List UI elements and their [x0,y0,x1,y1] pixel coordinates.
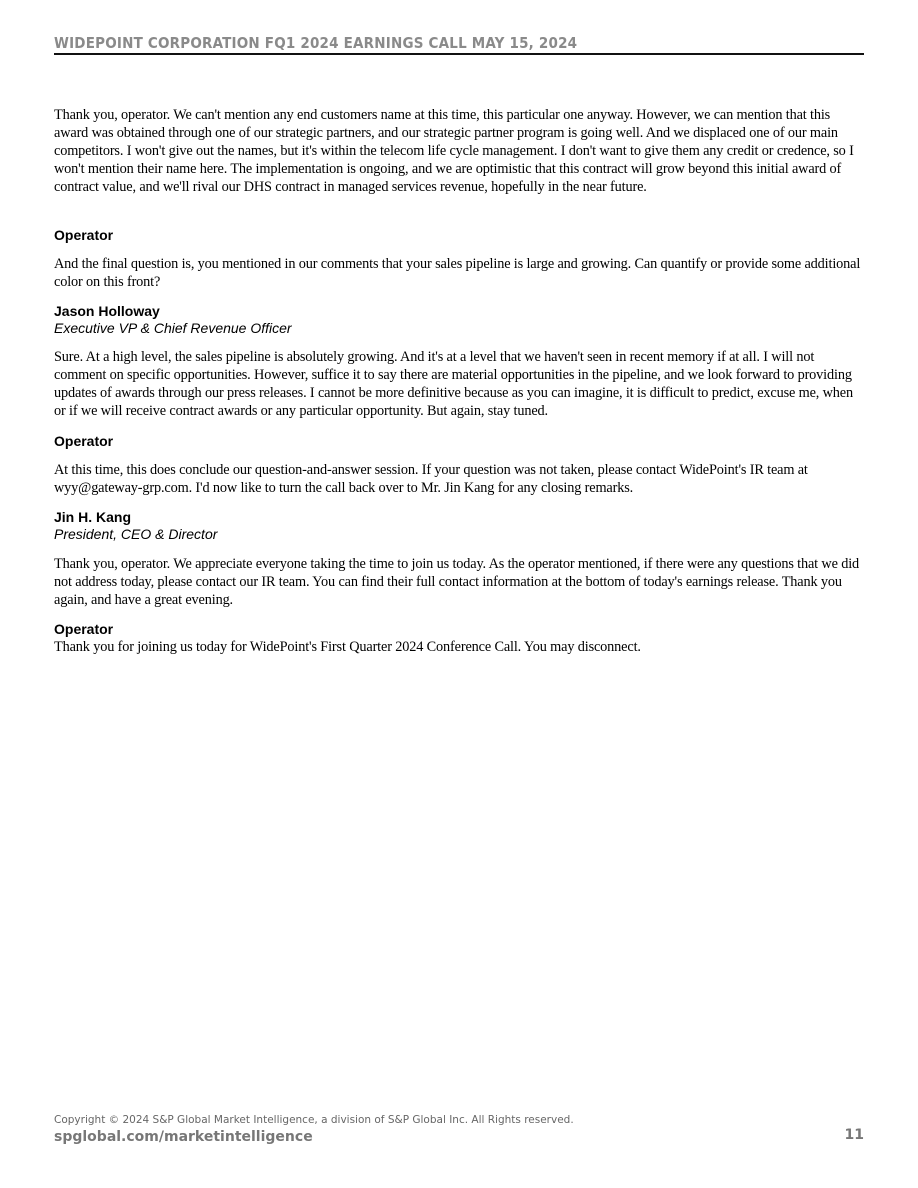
speaker-title: Executive VP & Chief Revenue Officer [54,320,292,336]
speaker-name: Operator [54,621,114,637]
paragraph: Thank you, operator. We appreciate everyone taking the time to join us today. As the operator mentioned, if there were any questions that we did not address today, please contact our IR team. You can find their full contact information at the bottom of today's earnings release. Thank you again, and have a great evening. [54,556,860,608]
speaker-name: Jin H. Kang [54,509,132,525]
paragraph: Thank you for joining us today for WidePoint's First Quarter 2024 Conference Call. You may disconnect. [54,639,641,655]
header-rule [54,53,864,55]
footer-site-link[interactable]: spglobal.com/marketintelligence [54,1129,313,1145]
document-header-title: WIDEPOINT CORPORATION FQ1 2024 EARNINGS CALL MAY 15, 2024 [54,34,578,52]
speaker-name: Operator [54,227,114,243]
speaker-name: Operator [54,433,114,449]
speaker-name: Jason Holloway [54,303,160,319]
paragraph: And the final question is, you mentioned in our comments that your sales pipeline is large and growing. Can quantify or provide some additional color on this front? [54,256,861,290]
footer-copyright: Copyright © 2024 S&P Global Market Intelligence, a division of S&P Global Inc. All Rights reserved. [54,1114,574,1126]
speaker-title: President, CEO & Director [54,526,218,542]
page-number: 11 [844,1127,864,1143]
paragraph: Thank you, operator. We can't mention any end customers name at this time, this particular one anyway. However, we can mention that this award was obtained through one of our strategic partners, and our strategic partner program is going well. And we displaced one of our main competitors. I won't give out the names, but it's within the telecom life cycle management. I don't want to give them any credit or credence, so I won't mention their name here. The implementation is ongoing, and we are optimistic that this contract will grow beyond this initial award of contract value, and we'll rival our DHS contract in managed services revenue, hopefully in the near future. [54,107,854,195]
paragraph: Sure. At a high level, the sales pipeline is absolutely growing. And it's at a level that we haven't seen in recent memory if at all. I will not comment on specific opportunities. However, suffice it to say there are material opportunities in the pipeline, and we look forward to providing updates of awards through our press releases. I cannot be more definitive because as you can imagine, it is difficult to predict, excuse me, when or if we will receive contract awards or any particular opportunity. But again, stay tuned. [54,349,853,419]
paragraph: At this time, this does conclude our question-and-answer session. If your question was not taken, please contact WidePoint's IR team at wyy@gateway-grp.com. I'd now like to turn the call back over to Mr. Jin Kang for any closing remarks. [54,462,808,496]
